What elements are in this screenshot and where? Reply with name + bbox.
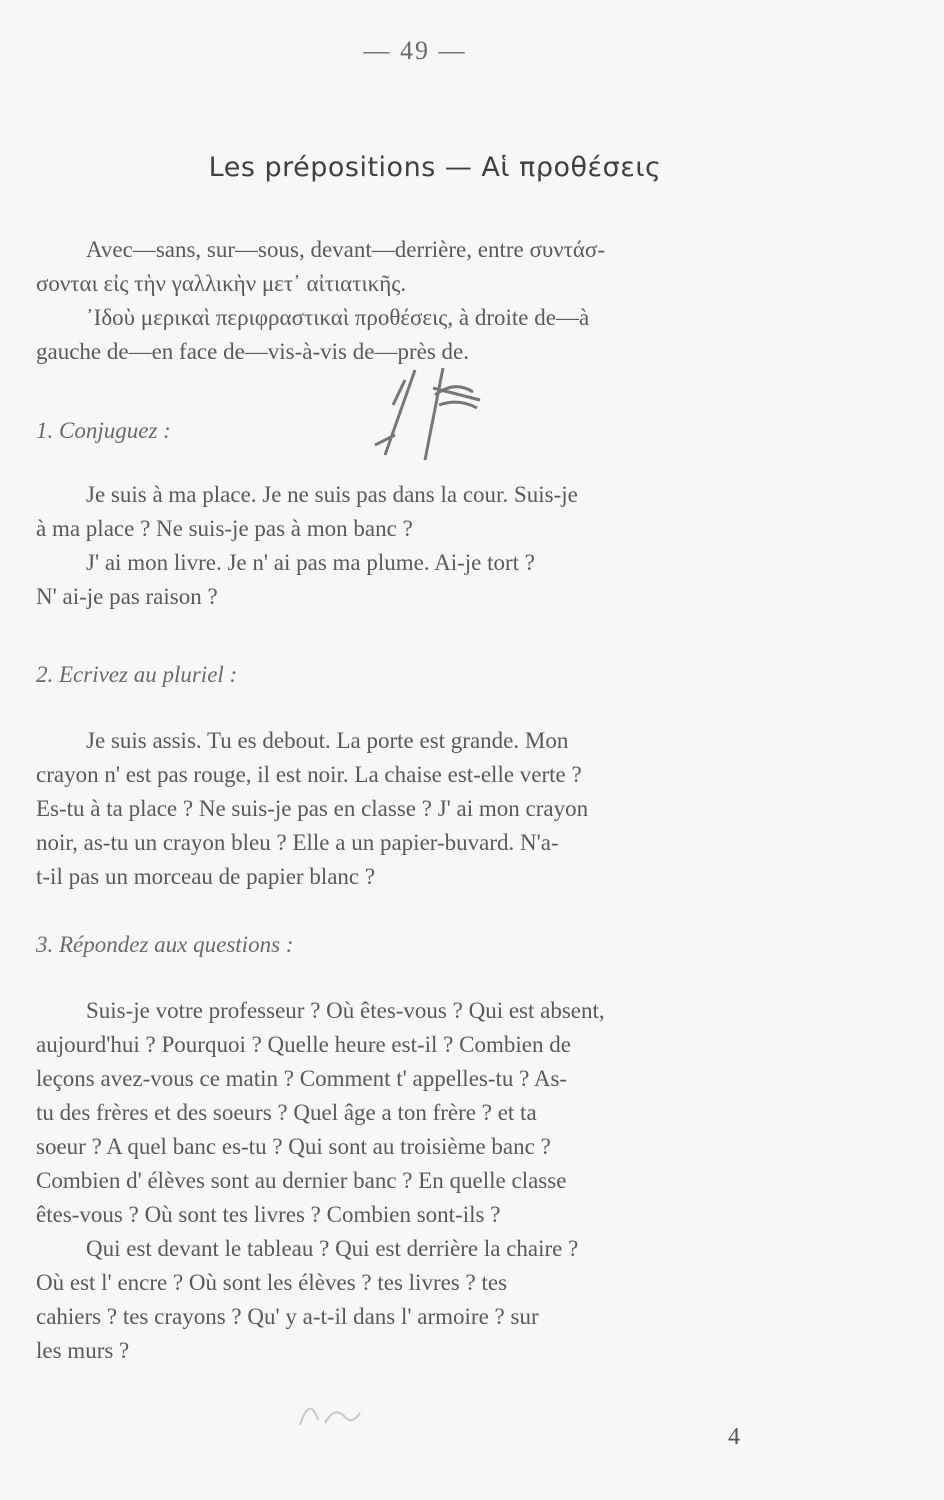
intro-paragraph xyxy=(36,233,806,369)
text-line: J' ai mon livre. Je n' ai pas ma plume. Ai-je tort ? xyxy=(86,550,536,575)
text-line: êtes-vous ? Où sont tes livres ? Combien sont-ils ? xyxy=(36,1202,501,1227)
exercise-1-text xyxy=(36,478,806,614)
text-line: soeur ? A quel banc es-tu ? Qui sont au troisième banc ? xyxy=(36,1134,551,1159)
text-line: aujourd'hui ? Pourquoi ? Quelle heure est-il ? Combien de xyxy=(36,1032,571,1057)
text-line: cahiers ? tes crayons ? Qu' y a-t-il dans l' armoire ? sur xyxy=(36,1304,539,1329)
text-line: Je suis assis. Tu es debout. La porte est grande. Mon xyxy=(86,728,569,753)
faint-mark-icon xyxy=(290,1385,380,1435)
intro-line: σονται εἰς τὴν γαλλικὴν μετ᾽ αἰτιατικῆς. xyxy=(36,271,407,296)
intro-line: gauche de—en face de—vis-à-vis de—près de. xyxy=(36,339,469,364)
intro-line: Avec—sans, sur—sous, devant—derrière, entre συντάσ- xyxy=(86,237,605,262)
text-line: tu des frères et des soeurs ? Quel âge a ton frère ? et ta xyxy=(36,1100,537,1125)
text-line: crayon n' est pas rouge, il est noir. La chaise est-elle verte ? xyxy=(36,762,582,787)
text-line: Je suis à ma place. Je ne suis pas dans la cour. Suis-je xyxy=(86,482,578,507)
text-line: à ma place ? Ne suis-je pas à mon banc ? xyxy=(36,516,413,541)
text-line: Qui est devant le tableau ? Qui est derrière la chaire ? xyxy=(86,1236,579,1261)
handwritten-mark-icon xyxy=(355,360,505,470)
text-line: t-il pas un morceau de papier blanc ? xyxy=(36,864,376,889)
text-line: les murs ? xyxy=(36,1338,130,1363)
exercise-2-text xyxy=(36,724,806,894)
text-line: leçons avez-vous ce matin ? Comment t' appelles-tu ? As- xyxy=(36,1066,568,1091)
text-line: Combien d' élèves sont au dernier banc ? En quelle classe xyxy=(36,1168,567,1193)
text-line: Où est l' encre ? Où sont les élèves ? tes livres ? tes xyxy=(36,1270,508,1295)
exercise-3-title: 3. Répondez aux questions : xyxy=(36,932,294,957)
exercise-2-title: 2. Ecrivez au pluriel : xyxy=(36,662,238,687)
text-line: N' ai-je pas raison ? xyxy=(36,584,218,609)
exercise-1-title: 1. Conjuguez : xyxy=(36,418,171,443)
signature-number: 4 xyxy=(728,1424,740,1450)
text-line: Es-tu à ta place ? Ne suis-je pas en classe ? J' ai mon crayon xyxy=(36,796,589,821)
page-number: — 49 — xyxy=(363,36,467,65)
section-heading: Les prépositions — Αἱ προθέσεις xyxy=(208,152,662,183)
text-line: noir, as-tu un crayon bleu ? Elle a un papier-buvard. N'a- xyxy=(36,830,559,855)
text-line: Suis-je votre professeur ? Où êtes-vous ? Qui est absent, xyxy=(86,998,605,1023)
exercise-3-text xyxy=(36,994,806,1368)
intro-line: ᾿Ιδοὺ μερικαὶ περιφραστικαὶ προθέσεις, à droite de—à xyxy=(86,305,590,330)
